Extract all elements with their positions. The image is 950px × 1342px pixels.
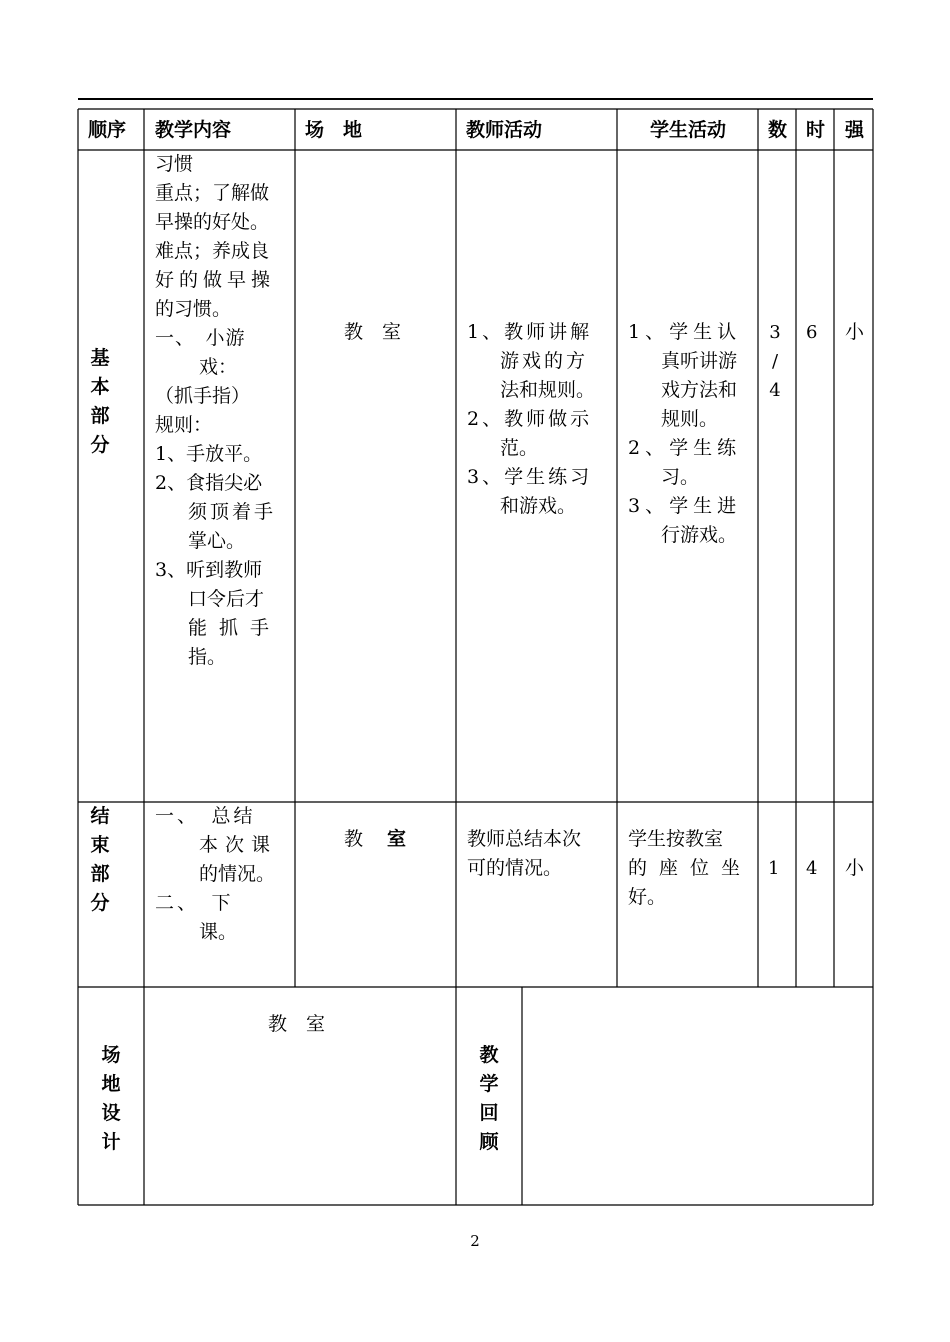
teacher-line: 3、学生练习 — [467, 466, 593, 488]
student-line: 规则。 — [661, 408, 719, 430]
content-line: 二、 下 — [155, 892, 234, 914]
review-label: 教学回顾 — [479, 1044, 499, 1153]
content-line: （抓手指） — [155, 385, 251, 407]
basic-count — [768, 318, 782, 405]
teacher-line: 2、教师做示 — [467, 408, 593, 430]
page-number: 2 — [470, 1232, 480, 1250]
content-line: 本次课 — [199, 834, 278, 856]
count-line: / — [771, 351, 779, 372]
basic-content — [155, 150, 286, 672]
header-intensity: 强 — [845, 119, 865, 141]
content-line: 的习惯。 — [155, 298, 232, 320]
content-line: 3、听到教师 — [155, 559, 263, 581]
teacher-line: 范。 — [500, 437, 539, 459]
content-line: 早操的好处。 — [155, 211, 270, 233]
closing-intensity: 小 — [845, 857, 865, 879]
content-line: 戏： — [199, 356, 238, 378]
basic-intensity: 小 — [845, 321, 865, 343]
count-line: 3 — [769, 322, 781, 343]
basic-teacher — [467, 318, 609, 521]
content-line: 一、 小游 — [155, 327, 246, 349]
student-line: 的座位坐 — [628, 857, 753, 879]
basic-student — [628, 318, 752, 550]
content-line: 掌心。 — [188, 530, 246, 552]
teacher-line: 和游戏。 — [500, 495, 577, 517]
content-line: 习惯 — [155, 153, 194, 175]
student-line: 戏方法和 — [661, 379, 738, 401]
teacher-line: 可的情况。 — [467, 857, 563, 879]
content-line: 好的做早操 — [155, 269, 276, 291]
header-time: 时 — [806, 119, 826, 141]
closing-teacher — [467, 825, 612, 883]
count-line: 4 — [769, 380, 781, 401]
student-line: 1、学生认 — [628, 321, 742, 343]
closing-venue-a: 教 — [344, 828, 364, 850]
teacher-line: 1、教师讲解 — [467, 321, 593, 343]
student-line: 行游戏。 — [661, 524, 738, 546]
content-line: 能抓手 — [188, 617, 282, 639]
student-line: 3、学生进 — [628, 495, 742, 517]
content-line: 口令后才 — [188, 588, 265, 610]
teacher-line: 教师总结本次 — [467, 828, 582, 850]
basic-section-label: 基本部分 — [90, 347, 110, 456]
header-venue: 场 地 — [305, 119, 363, 141]
closing-time: 4 — [806, 858, 818, 879]
content-line: 课。 — [199, 921, 238, 943]
header-count: 数 — [768, 119, 788, 141]
student-line: 2、学生练 — [628, 437, 742, 459]
site-design-value: 教 室 — [268, 1013, 326, 1035]
site-design-label: 场地设计 — [101, 1044, 121, 1153]
basic-venue: 教 室 — [344, 321, 402, 343]
student-line: 真听讲游 — [661, 350, 738, 372]
header-order: 顺序 — [88, 119, 127, 141]
closing-content — [155, 802, 286, 947]
basic-time: 6 — [806, 322, 818, 343]
closing-count: 1 — [768, 858, 780, 879]
content-line: 须顶着手 — [188, 501, 277, 523]
content-line: 一、 总结 — [155, 805, 256, 827]
content-line: 重点；了解做 — [155, 182, 270, 204]
content-line: 指。 — [188, 646, 227, 668]
closing-section-label: 结束部分 — [90, 805, 110, 914]
content-line: 2、食指尖必 — [155, 472, 263, 494]
header-teacher: 教师活动 — [466, 119, 543, 141]
header-content: 教学内容 — [155, 119, 232, 141]
student-line: 习。 — [661, 466, 700, 488]
content-line: 规则： — [155, 414, 213, 436]
content-line: 的情况。 — [199, 863, 276, 885]
student-line: 学生按教室 — [628, 828, 724, 850]
teacher-line: 法和规则。 — [500, 379, 596, 401]
header-student: 学生活动 — [650, 119, 727, 141]
content-line: 1、手放平。 — [155, 443, 263, 465]
content-line: 难点；养成良 — [155, 240, 270, 262]
teacher-line: 游戏的方 — [500, 350, 589, 372]
closing-venue-b: 室 — [387, 828, 407, 850]
student-line: 好。 — [628, 886, 667, 908]
closing-venue — [344, 825, 406, 854]
closing-student — [628, 825, 752, 912]
